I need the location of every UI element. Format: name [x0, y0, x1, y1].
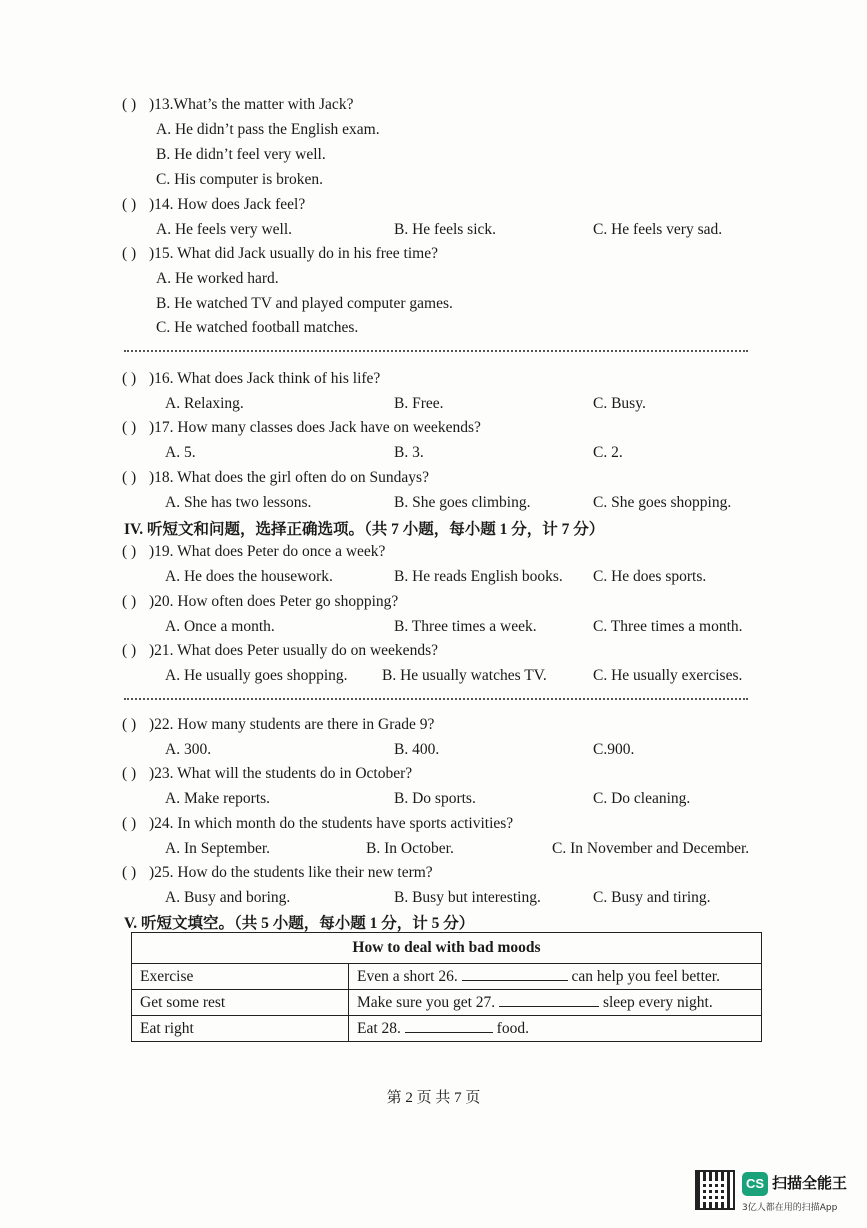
option-24b: B. In October. [366, 840, 454, 857]
option-16b: B. Free. [394, 395, 444, 412]
option-21b: B. He usually watches TV. [382, 667, 547, 684]
dotted-divider [124, 350, 748, 352]
qr-code-icon [695, 1170, 735, 1210]
row-label: Get some rest [132, 990, 349, 1016]
answer-paren: ( ) [122, 245, 137, 262]
fill-text-before: Make sure you get 27. [357, 993, 496, 1011]
row-content [349, 1016, 762, 1042]
question-20: )20. How often does Peter go shopping? [149, 593, 399, 610]
option-15c: C. He watched football matches. [156, 319, 359, 336]
question-22: )22. How many students are there in Grade 9? [149, 716, 435, 733]
option-13b: B. He didn’t feel very well. [156, 146, 326, 163]
question-16: )16. What does Jack think of his life? [149, 370, 381, 387]
option-19c: C. He does sports. [593, 568, 707, 585]
option-20c: C. Three times a month. [593, 618, 743, 635]
option-25c: C. Busy and tiring. [593, 889, 711, 906]
fill-text-before: Even a short 26. [357, 967, 458, 985]
option-25b: B. Busy but interesting. [394, 889, 541, 906]
option-24c: C. In November and December. [552, 840, 750, 857]
option-25a: A. Busy and boring. [165, 889, 291, 906]
question-21: )21. What does Peter usually do on weekends? [149, 642, 438, 659]
option-15b: B. He watched TV and played computer games. [156, 295, 453, 312]
question-17: )17. How many classes does Jack have on weekends? [149, 419, 481, 436]
fill-text-after: can help you feel better. [571, 967, 720, 985]
row-label: Exercise [132, 964, 349, 990]
answer-paren: ( ) [122, 716, 137, 733]
row-label: Eat right [132, 1016, 349, 1042]
answer-paren: ( ) [122, 370, 137, 387]
dotted-divider [124, 698, 748, 700]
option-21a: A. He usually goes shopping. [165, 667, 348, 684]
option-22c: C.900. [593, 741, 635, 758]
scanner-tagline: 3亿人都在用的扫描App [742, 1203, 838, 1213]
option-21c: C. He usually exercises. [593, 667, 743, 684]
bad-moods-table [131, 932, 762, 1042]
question-25: )25. How do the students like their new term? [149, 864, 433, 881]
answer-paren: ( ) [122, 96, 137, 113]
option-19b: B. He reads English books. [394, 568, 563, 585]
option-23c: C. Do cleaning. [593, 790, 691, 807]
option-17c: C. 2. [593, 444, 623, 461]
option-20a: A. Once a month. [165, 618, 275, 635]
fill-text-before: Eat 28. [357, 1019, 401, 1037]
option-14a: A. He feels very well. [156, 221, 293, 238]
question-14: )14. How does Jack feel? [149, 196, 306, 213]
question-13: )13.What’s the matter with Jack? [149, 96, 354, 113]
option-22b: B. 400. [394, 741, 440, 758]
option-14c: C. He feels very sad. [593, 221, 723, 238]
option-13c: C. His computer is broken. [156, 171, 324, 188]
answer-paren: ( ) [122, 593, 137, 610]
answer-paren: ( ) [122, 543, 137, 560]
option-18c: C. She goes shopping. [593, 494, 732, 511]
option-23b: B. Do sports. [394, 790, 476, 807]
option-16a: A. Relaxing. [165, 395, 244, 412]
section-iv-heading: IV. 听短文和问题，选择正确选项。（共 7 小题，每小题 1 分，计 7 分） [124, 521, 605, 538]
answer-paren: ( ) [122, 419, 137, 436]
answer-paren: ( ) [122, 469, 137, 486]
table-row [132, 964, 762, 990]
row-content [349, 964, 762, 990]
option-17b: B. 3. [394, 444, 424, 461]
table-row [132, 1016, 762, 1042]
question-18: )18. What does the girl often do on Sundays? [149, 469, 429, 486]
option-22a: A. 300. [165, 741, 212, 758]
answer-paren: ( ) [122, 815, 137, 832]
answer-paren: ( ) [122, 196, 137, 213]
option-20b: B. Three times a week. [394, 618, 537, 635]
page-number: 第 2 页 共 7 页 [386, 1090, 481, 1106]
question-23: )23. What will the students do in October? [149, 765, 413, 782]
answer-paren: ( ) [122, 642, 137, 659]
option-14b: B. He feels sick. [394, 221, 497, 238]
answer-blank-27[interactable] [499, 1006, 599, 1007]
row-content [349, 990, 762, 1016]
table-row [132, 990, 762, 1016]
answer-paren: ( ) [122, 765, 137, 782]
answer-paren: ( ) [122, 864, 137, 881]
option-18b: B. She goes climbing. [394, 494, 531, 511]
option-24a: A. In September. [165, 840, 271, 857]
option-13a: A. He didn’t pass the English exam. [156, 121, 380, 138]
option-15a: A. He worked hard. [156, 270, 279, 287]
answer-blank-28[interactable] [405, 1032, 493, 1033]
question-15: )15. What did Jack usually do in his free time? [149, 245, 438, 262]
fill-text-after: sleep every night. [602, 993, 713, 1011]
option-23a: A. Make reports. [165, 790, 271, 807]
section-v-heading: V. 听短文填空。（共 5 小题，每小题 1 分，计 5 分） [124, 915, 475, 932]
camscanner-logo-icon: CS [742, 1172, 768, 1196]
question-24: )24. In which month do the students have sports activities? [149, 815, 514, 832]
option-18a: A. She has two lessons. [165, 494, 312, 511]
fill-text-after: food. [496, 1019, 529, 1037]
option-17a: A. 5. [165, 444, 196, 461]
question-19: )19. What does Peter do once a week? [149, 543, 386, 560]
table-title: How to deal with bad moods [132, 933, 762, 964]
option-16c: C. Busy. [593, 395, 646, 412]
scanner-app-name: 扫描全能王 [772, 1174, 848, 1192]
answer-blank-26[interactable] [462, 980, 568, 981]
option-19a: A. He does the housework. [165, 568, 333, 585]
